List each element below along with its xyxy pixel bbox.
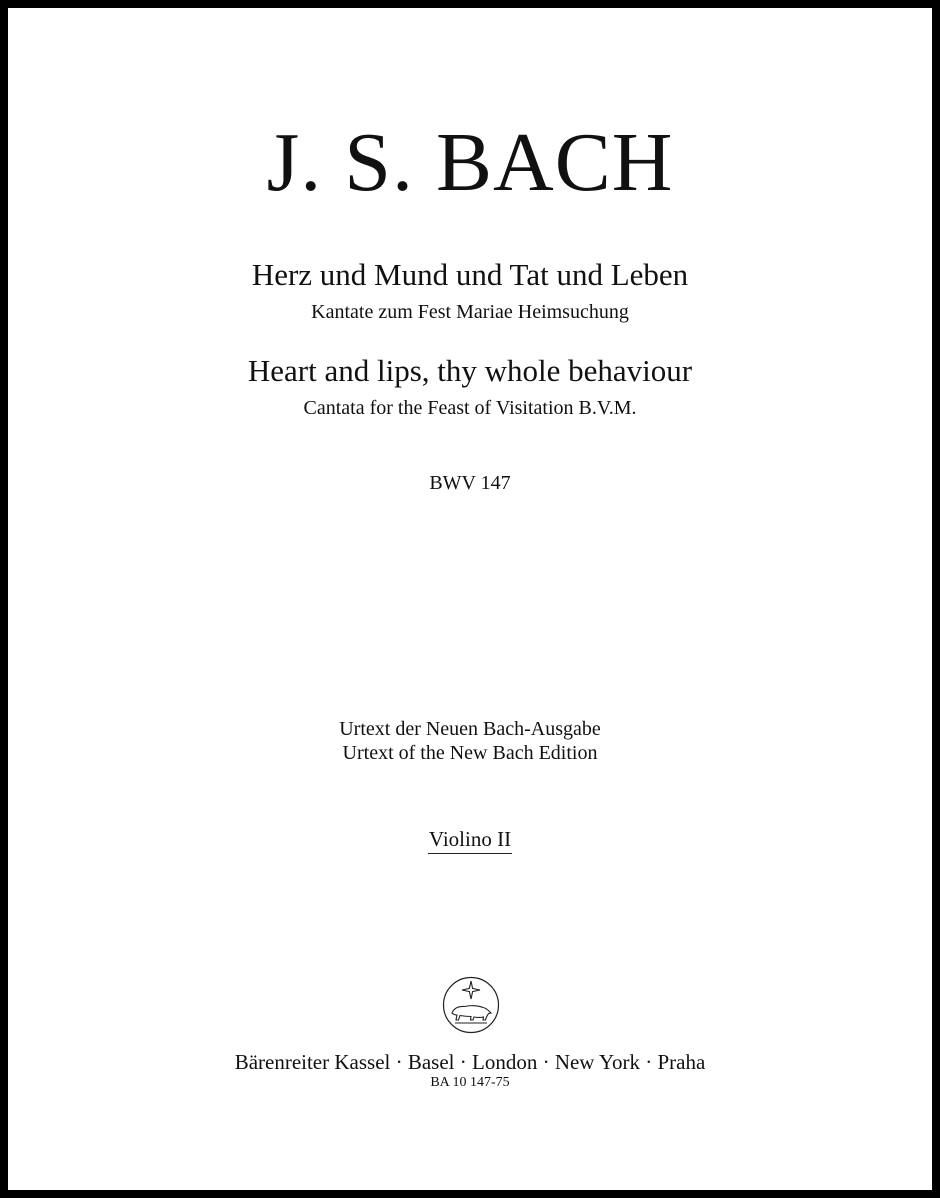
urtext-german: Urtext der Neuen Bach-Ausgabe [339, 718, 601, 740]
edition-number: BA 10 147-75 [430, 1075, 510, 1090]
composer-name: J. S. BACH [266, 116, 674, 209]
title-german: Herz und Mund und Tat und Leben [251, 257, 689, 292]
part-label [0, 826, 940, 854]
bwv-number: BWV 147 [429, 472, 511, 494]
title-english: Heart and lips, thy whole behaviour [247, 353, 693, 388]
subtitle-english: Cantata for the Feast of Visitation B.V.M. [303, 397, 637, 419]
publisher-line: Bärenreiter Kassel · Basel · London · New York · Praha [234, 1050, 706, 1074]
subtitle-german: Kantate zum Fest Mariae Heimsuchung [311, 301, 629, 323]
baerenreiter-bear-star-icon [442, 976, 500, 1034]
part-name: Violino II [428, 826, 512, 854]
urtext-english: Urtext of the New Bach Edition [342, 742, 598, 764]
